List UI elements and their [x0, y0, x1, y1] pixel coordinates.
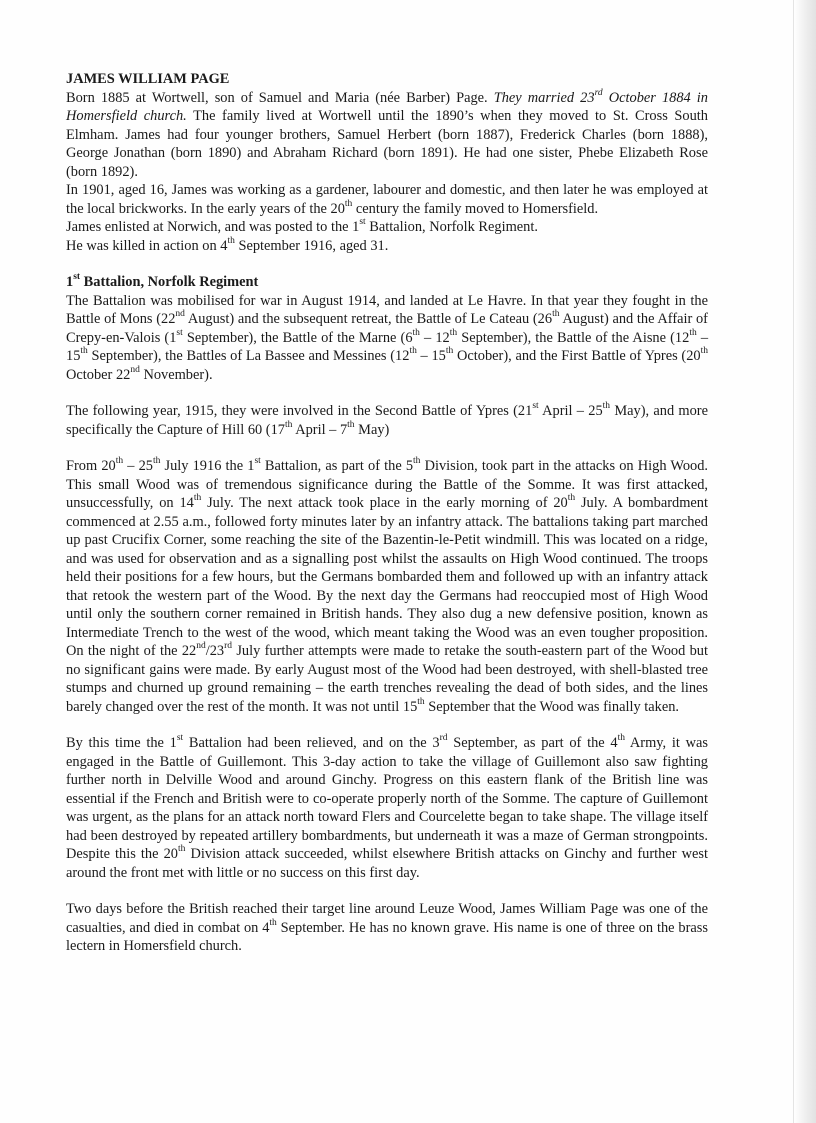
superscript: th	[700, 346, 708, 357]
text-segment: From 20	[66, 458, 116, 474]
superscript: st	[359, 217, 366, 228]
superscript: rd	[224, 641, 233, 652]
document-title: JAMES WILLIAM PAGE	[66, 71, 230, 87]
superscript: nd	[175, 309, 185, 320]
superscript: th	[80, 346, 88, 357]
superscript: nd	[130, 364, 140, 375]
superscript: th	[552, 309, 560, 320]
superscript: th	[227, 235, 235, 246]
text-segment: Battalion had been relieved, and on the 3	[183, 735, 440, 751]
text-segment: September), the Battles of La Bassee and Messines (12	[87, 348, 410, 364]
text-segment: November).	[139, 366, 213, 383]
superscript: th	[689, 327, 697, 338]
text-segment: July. The next attack took place in the early morning of 20	[201, 495, 568, 511]
text-segment: September, as part of the 4	[447, 735, 618, 751]
superscript: th	[115, 456, 124, 467]
superscript: th	[602, 401, 611, 412]
superscript: th	[193, 493, 202, 504]
text-segment: century the family moved to Homersfield.	[352, 200, 599, 217]
paragraph-casualty	[66, 900, 708, 956]
superscript: rd	[439, 733, 448, 744]
superscript: th	[449, 327, 458, 338]
text-segment: May)	[354, 421, 390, 438]
document-body	[66, 70, 708, 956]
text-segment: July 1916 the 1	[160, 458, 255, 474]
superscript: nd	[196, 641, 206, 652]
superscript: th	[409, 346, 417, 357]
superscript: st	[176, 733, 184, 744]
text-segment: April – 25	[538, 403, 603, 419]
text-segment: July further attempts were made to retake the south-eastern part of the Wood but no significant gains were made. By early August most of the Wood had been destroyed, with shell-blasted tree stumps and churned up ground remaining – the earth trenches revealing the dead of both sides, and the lines barely changed over the rest of the month. It was not until 15	[66, 643, 708, 715]
text-segment: The Battalion was mobilised for war in August 1914, and landed at Le Havre. In that year they fought in the Battle of Mons (22	[66, 292, 708, 327]
text-segment: September), the Battle of the Marne (6	[182, 329, 413, 346]
text-segment: /23	[205, 643, 225, 659]
superscript: th	[178, 844, 186, 855]
superscript: th	[285, 419, 293, 430]
text-segment: August) and the subsequent retreat, the Battle of Le Cateau (26	[184, 311, 553, 327]
section-heading-sup: st	[73, 272, 81, 283]
superscript: rd	[594, 87, 603, 98]
superscript: th	[152, 456, 161, 467]
text-segment: September that the Wood was finally taken.	[424, 698, 680, 715]
text-segment: They married 23	[493, 89, 595, 106]
text-segment: Army, it was engaged in the Battle of Guillemont. This 3-day action to take the village of Guillemont also saw fighting further north in Delville Wood and around Ginchy. Progress on this eastern flank of the British line was essential if the French and British were to co-operate properly north of the Somme. The capture of Guillemont was urgent, as the plans for an attack north toward Flers and Courcelette began to take shape. The village itself had been destroyed by repeated artillery bombardments, but underneath it was a maze of German strongpoints. Despite this the 20	[66, 735, 708, 862]
paragraph-guillemont	[66, 734, 708, 882]
text-segment: May), and more specifically the Capture of Hill 60 (17	[66, 403, 708, 438]
text-segment: Born 1885 at Wortwell, son of Samuel and Maria (née Barber) Page.	[66, 89, 494, 106]
text-segment: Battalion, Norfolk Regiment.	[365, 219, 538, 235]
superscript: th	[347, 419, 355, 430]
text-segment: July. A bombardment commenced at 2.55 a.m., followed forty minutes later by an infantry attack. The battalions taking part marched up past Crucifix Corner, some reaching the site of the Bazentin-le-Petit windmill. This was located on a ridge, and was used for observation and as a signalling post whilst the assaults on High Wood continued. The troops held their positions for a few hours, but the Germans bombarded them and followed up with an infantry attack that retook the western part of the Wood. By the next day the Germans had reoccupied most of High Wood until only the southern corner remained in British hands. They also dug a new defensive position, known as Intermediate Trench to the west of the wood, which meant taking the Wood was an even tougher proposition. On the night of the 22	[66, 495, 708, 659]
paragraph-birth	[66, 89, 708, 182]
text-segment: Division attack succeeded, whilst elsewhere British attacks on Ginchy and further west around the front met with little or no success on this first day.	[66, 846, 709, 881]
text-segment: The following year, 1915, they were involved in the Second Battle of Ypres (21	[66, 403, 533, 419]
text-segment: – 15	[416, 348, 446, 364]
text-segment: James enlisted at Norwich, and was posted to the 1	[66, 219, 360, 235]
superscript: st	[532, 401, 539, 412]
superscript: st	[176, 327, 183, 338]
text-segment: The family lived at Wortwell until the 1890’s when they moved to St. Cross South Elmham. James had four younger brothers, Samuel Herbert (born 1887), Frederick Charles (born 1888), George Jonathan (born 1890) and Abraham Richard (born 1891). He had one sister, Phebe Elizabeth Rose (born 1892).	[66, 108, 708, 180]
paragraph-1914	[66, 292, 708, 385]
superscript: th	[567, 493, 576, 504]
text-segment: April – 7	[292, 421, 348, 438]
section-heading-number: 1	[66, 274, 74, 290]
text-segment: Division, took part in the attacks on High Wood. This small Wood was of tremendous significance during the Battle of the Somme. It was first attacked, unsuccessfully, on 14	[66, 458, 708, 511]
superscript: th	[269, 917, 277, 928]
text-segment: October 1884 in Homersfield church.	[66, 89, 708, 124]
superscript: th	[417, 696, 425, 707]
superscript: th	[617, 733, 625, 744]
text-segment: He was killed in action on 4	[66, 237, 228, 254]
section-heading	[66, 273, 708, 292]
superscript: th	[413, 456, 421, 467]
text-segment: – 15	[66, 329, 709, 364]
text-segment: September 1916, aged 31.	[234, 237, 389, 254]
superscript: th	[344, 198, 353, 209]
paragraph-enlistment	[66, 218, 708, 237]
text-segment: By this time the 1	[66, 735, 177, 751]
paragraph-high-wood	[66, 457, 708, 716]
paragraph-death	[66, 237, 708, 256]
section-heading-text: Battalion, Norfolk Regiment	[80, 274, 259, 290]
text-segment: August) and the Affair of Crepy-en-Valois (1	[66, 311, 708, 346]
text-segment: October 22	[66, 366, 131, 383]
superscript: st	[254, 456, 261, 467]
text-segment: In 1901, aged 16, James was working as a gardener, labourer and domestic, and then later he was employed at the local brickworks. In the early years of the 20	[66, 182, 708, 217]
text-segment: September. He has no known grave. His name is one of three on the brass lectern in Homersfield church.	[66, 919, 708, 954]
text-segment: September), the Battle of the Aisne (12	[457, 329, 690, 346]
paragraph-1915	[66, 402, 708, 439]
page-edge-shadow	[793, 0, 816, 1123]
superscript: th	[412, 327, 420, 338]
text-segment: Battalion, as part of the 5	[260, 458, 414, 474]
superscript: th	[445, 346, 454, 357]
paragraph-employment	[66, 181, 708, 218]
text-segment: – 12	[419, 329, 450, 346]
text-segment: – 25	[123, 458, 153, 474]
text-segment: October), and the First Battle of Ypres (20	[453, 348, 701, 364]
text-segment: Two days before the British reached their target line around Leuze Wood, James William Page was one of the casualties, and died in combat on 4	[66, 901, 708, 936]
